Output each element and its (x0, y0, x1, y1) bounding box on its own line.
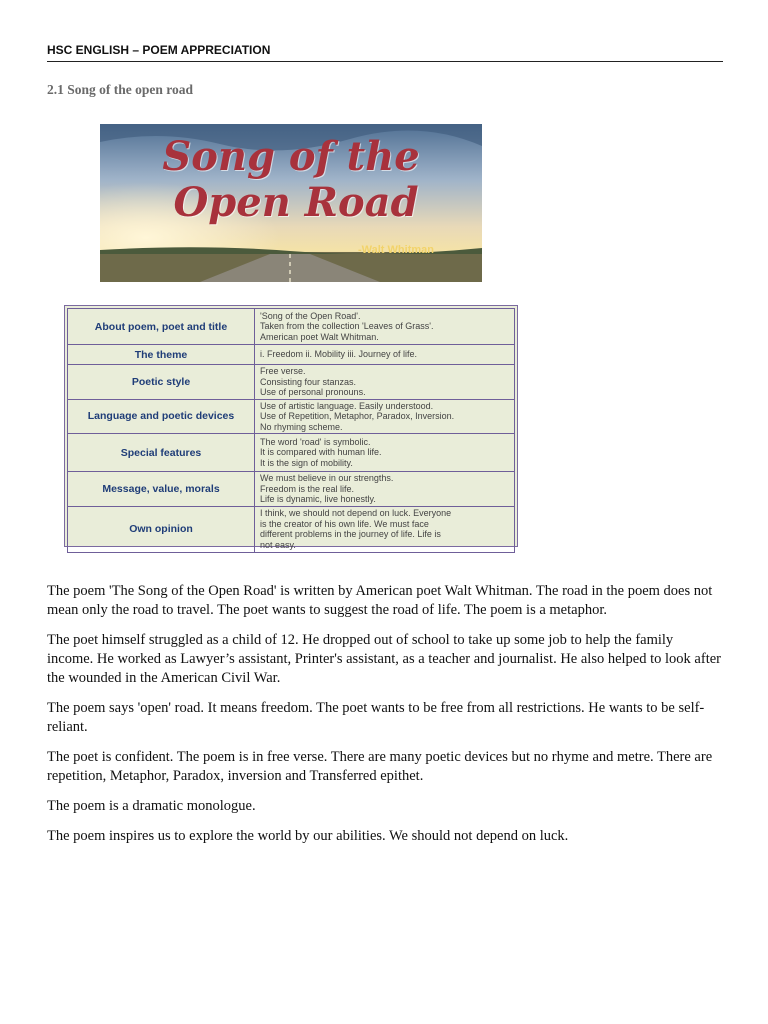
table-value-line: Taken from the collection 'Leaves of Grass'. (260, 321, 434, 332)
table-value-line: not easy. (260, 539, 296, 550)
table-row-key: Language and poetic devices (68, 399, 255, 434)
table-value-line: is the creator of his own life. We must face (260, 518, 429, 529)
table-value-line: It is the sign of mobility. (260, 457, 353, 468)
table-row-value (255, 365, 515, 400)
table-row-value (255, 472, 515, 507)
section-title: 2.1 Song of the open road (47, 82, 194, 97)
table-value-line: Use of personal pronouns. (260, 387, 366, 397)
table-value-line: No rhyming scheme. (260, 421, 343, 432)
paragraph: The poem 'The Song of the Open Road' is written by American poet Walt Whitman. The road in the poem does not mean only the road to travel. The poet wants to suggest the road of life. The poem is a metaphor. (47, 583, 713, 618)
table-value-line: Free verse. (260, 366, 306, 376)
table-row (68, 365, 515, 400)
table-value-line: Use of artistic language. Easily understood. (260, 400, 434, 411)
table-value-line: Use of Repetition, Metaphor, Paradox, Inversion. (260, 411, 455, 421)
table-value-line: 'Song of the Open Road'. (260, 310, 361, 321)
table-value-line: American poet Walt Whitman. (260, 331, 379, 342)
table-value-line: Freedom is the real life. (260, 483, 355, 494)
table-row (68, 472, 515, 507)
poem-summary-table (64, 305, 518, 550)
table-value-line: Life is dynamic, live honestly. (260, 494, 376, 504)
table-row (68, 309, 515, 345)
table-row-key: Poetic style (68, 365, 255, 400)
table-row-value (255, 399, 515, 434)
table-value-line: It is compared with human life. (260, 447, 382, 458)
table-value-line: I think, we should not depend on luck. Everyone (260, 508, 452, 518)
body-text (47, 582, 723, 857)
table-value-line: The word 'road' is symbolic. (260, 436, 371, 447)
banner-title (100, 134, 482, 226)
table-row (68, 434, 515, 472)
paragraph: The poem inspires us to explore the world by our abilities. We should not depend on luck. (47, 828, 569, 844)
table-row (68, 345, 515, 365)
table-row-value (255, 506, 515, 552)
banner-title-line-2: Open Road (173, 179, 419, 226)
table-row-key: Special features (68, 434, 255, 472)
table-row (68, 399, 515, 434)
table-value-line: We must believe in our strengths. (260, 473, 394, 483)
paragraph: The poem says 'open' road. It means freedom. The poet wants to be free from all restrictions. He wants to be self- reliant. (47, 700, 705, 735)
page-header: HSC ENGLISH – POEM APPRECIATION (47, 43, 723, 62)
table-row-key: Message, value, morals (68, 472, 255, 507)
paragraph: The poem is a dramatic monologue. (47, 798, 256, 814)
banner-title-line-1: Song of the (162, 133, 420, 180)
paragraph: The poet himself struggled as a child of 12. He dropped out of school to take up some job to help the family income. He worked as Lawyer’s assistant, Printer's assistant, as a teacher and journalist. He also helped to look after the wounded in the American Civil War. (47, 632, 721, 686)
table-row-key: The theme (68, 345, 255, 365)
table-row (68, 506, 515, 552)
poem-banner-image (100, 124, 482, 282)
table-value-line: Consisting four stanzas. (260, 376, 357, 387)
paragraph: The poet is confident. The poem is in free verse. There are many poetic devices but no rhyme and metre. There are repetition, Metaphor, Paradox, inversion and Transferred epithet. (47, 749, 713, 784)
table-row-value (255, 309, 515, 345)
table-row-key: About poem, poet and title (68, 309, 255, 345)
table-value-line: different problems in the journey of life. Life is (260, 529, 441, 539)
table-value-line: i. Freedom ii. Mobility iii. Journey of life. (260, 349, 418, 360)
banner-author: -Walt Whitman (358, 244, 434, 256)
table-row-value (255, 345, 515, 365)
table-row-value (255, 434, 515, 472)
table-row-key: Own opinion (68, 506, 255, 552)
